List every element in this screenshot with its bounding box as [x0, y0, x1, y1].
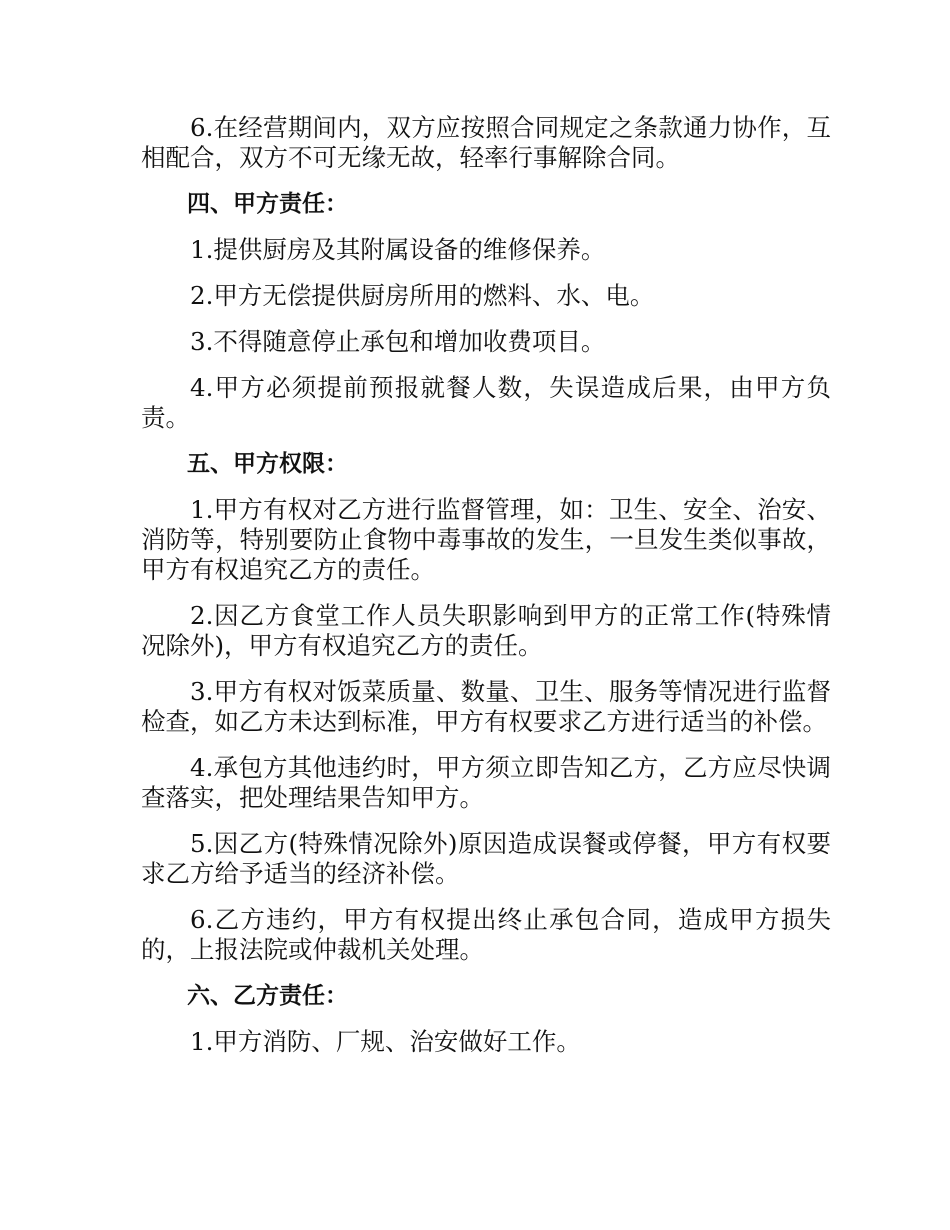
paragraph-b-duty-1: 1.甲方消防、厂规、治安做好工作。: [190, 1027, 581, 1056]
section-heading-party-b-duties: 六、乙方责任：: [187, 983, 348, 1009]
section-heading-party-a-rights: 五、甲方权限：: [187, 451, 348, 477]
paragraph-a-right-5: 5.因乙方(特殊情况除外)原因造成误餐或停餐，甲方有权要求乙方给予适当的经济补偿。: [141, 829, 831, 888]
section-heading-party-a-duties: 四、甲方责任：: [187, 191, 348, 217]
paragraph-a-duty-4: 4.甲方必须提前预报就餐人数，失误造成后果，由甲方负责。: [141, 373, 831, 432]
paragraph-a-right-2: 2.因乙方食堂工作人员失职影响到甲方的正常工作(特殊情况除外)，甲方有权追究乙方的责任。: [141, 601, 831, 660]
document-body: [141, 113, 831, 1073]
paragraph-a-right-6: 6.乙方违约，甲方有权提出终止承包合同，造成甲方损失的，上报法院或仲裁机关处理。: [141, 905, 831, 964]
paragraph-a-right-3: 3.甲方有权对饭菜质量、数量、卫生、服务等情况进行监督检查，如乙方未达到标准，甲方有权要求乙方进行适当的补偿。: [141, 677, 831, 736]
paragraph-a-duty-1: 1.提供厨房及其附属设备的维修保养。: [190, 235, 606, 264]
paragraph-a-right-1: 1.甲方有权对乙方进行监督管理，如：卫生、安全、治安、消防等，特别要防止食物中毒事故的发生，一旦发生类似事故，甲方有权追究乙方的责任。: [141, 495, 831, 584]
paragraph-a-right-4: 4.承包方其他违约时，甲方须立即告知乙方，乙方应尽快调查落实，把处理结果告知甲方。: [141, 753, 831, 812]
paragraph-a-duty-2: 2.甲方无偿提供厨房所用的燃料、水、电。: [190, 281, 655, 310]
paragraph-a-duty-3: 3.不得随意停止承包和增加收费项目。: [190, 327, 606, 356]
paragraph-clause-6-cooperation: 6.在经营期间内，双方应按照合同规定之条款通力协作，互相配合，双方不可无缘无故，轻率行事解除合同。: [141, 113, 831, 172]
